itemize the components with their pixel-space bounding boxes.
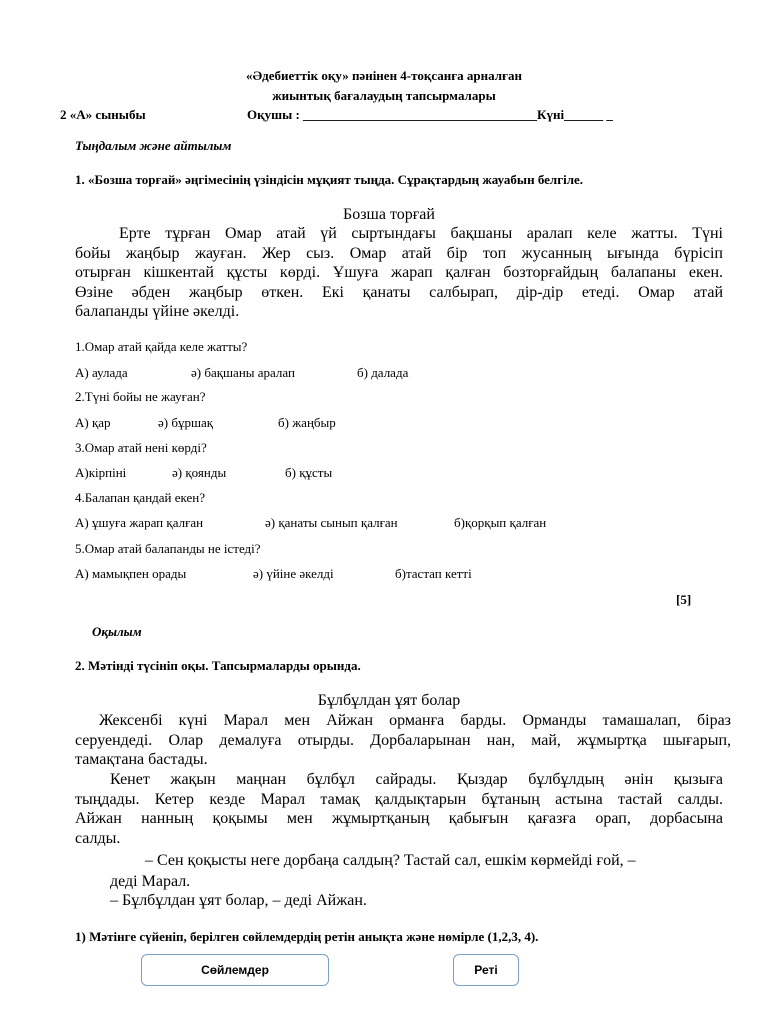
story-line: балапанды үйіне әкелді.	[75, 303, 240, 320]
story-title-bulbul: Бұлбұлдан ұят болар	[317, 692, 461, 709]
story-line: Ерте тұрған Омар атай үй сыртындағы бақшаны аралап келе жатты. Түні	[119, 225, 723, 242]
dialog-line-3: – Бұлбұлдан ұят болар, – деді Айжан.	[110, 892, 367, 909]
q3-option-c[interactable]: б) құсты	[285, 465, 333, 480]
question-1: 1.Омар атай қайда келе жатты?	[75, 339, 248, 354]
document-title-line2: жиынтық бағалаудың тапсырмалары	[272, 88, 496, 103]
subtask-1-instruction: 1) Мәтінге сүйеніп, берілген сөйлемдердің ретін анықта және нөмірле (1,2,3, 4).	[75, 929, 539, 944]
q5-option-c[interactable]: б)тастап кетті	[395, 566, 472, 581]
task-1-instruction: 1. «Бозша торғай» әңгімесінің үзіндісін мұқият тыңда. Сұрақтардың жауабын белгіле.	[75, 172, 584, 187]
dialog-line-2: деді Марал.	[110, 873, 191, 890]
story-line: серуендеді. Олар демалуға отырды. Дорбаларынан нан, май, жұмыртқа шығарып,	[75, 731, 731, 749]
story-title-bozsha-torgai: Бозша торғай	[343, 206, 435, 223]
column-header-order-label: Реті	[474, 963, 498, 977]
q5-option-b[interactable]: ә) үйіне әкелді	[253, 566, 334, 581]
column-header-sentences	[141, 954, 329, 986]
q3-option-b[interactable]: ә) қоянды	[172, 465, 227, 480]
story-line: отырған кішкентай құсты көрді. Ұшуға жарап қалған бозторғайдың балапаны екен.	[75, 264, 723, 281]
q1-option-b[interactable]: ә) бақшаны аралап	[191, 365, 295, 380]
q4-option-c[interactable]: б)қорқып қалған	[454, 515, 547, 530]
q2-option-b[interactable]: ә) бұршақ	[158, 415, 214, 430]
question-4: 4.Балапан қандай екен?	[75, 490, 206, 505]
story-line: Жексенбі күні Марал мен Айжан орманға барды. Орманды тамашалап, біраз	[99, 712, 731, 729]
column-header-sentences-label: Сөйлемдер	[201, 963, 269, 977]
story-line: тыңдады. Кетер кезде Марал тамақ қалдықтарын бұтаның астына тастай салды.	[75, 790, 723, 808]
story-line: бойы жаңбыр жауған. Жер сыз. Омар атай бір топ жусанның ығында бүрісіп	[75, 244, 723, 262]
q1-option-c[interactable]: б) далада	[357, 365, 409, 380]
column-header-order	[453, 954, 519, 986]
story-line: Айжан нанның қоқымы мен жұмыртқаның қабығын қағазға орап, дорбасына	[75, 810, 723, 827]
story-paragraph-2	[75, 770, 723, 848]
question-3: 3.Омар атай нені көрді?	[75, 440, 207, 455]
question-5: 5.Омар атай балапанды не істеді?	[75, 541, 261, 556]
story-line: тамақтана бастады.	[75, 751, 208, 768]
q2-option-c[interactable]: б) жаңбыр	[278, 415, 336, 430]
story-line: Өзіне әбден жаңбыр өткен. Екі қанаты салбырап, дір-дір етеді. Омар атай	[75, 283, 723, 301]
story-text-bozsha-torgai	[75, 224, 723, 322]
q4-option-a[interactable]: А) ұшуға жарап қалған	[75, 515, 204, 530]
section-heading-listening: Тыңдалым және айтылым	[75, 138, 232, 153]
section-heading-reading: Оқылым	[92, 624, 142, 639]
q3-option-a[interactable]: А)кірпіні	[75, 465, 127, 480]
dialog-line-1: – Сен қоқысты неге дорбаңа салдың? Тастай сал, ешкім көрмейді ғой, –	[145, 852, 636, 869]
q1-option-a[interactable]: А) аулада	[75, 365, 128, 380]
q4-option-b[interactable]: ә) қанаты сынып қалған	[265, 515, 398, 530]
score-marker: [5]	[676, 592, 692, 607]
document-title-line1: «Әдебиеттік оқу» пәнінен 4-тоқсанға арналған	[246, 68, 522, 83]
question-2: 2.Түні бойы не жауған?	[75, 389, 206, 404]
student-name-field[interactable]: Оқушы : ____________________________________Күні______ _	[247, 107, 613, 122]
task-2-instruction: 2. Мәтінді түсініп оқы. Тапсырмаларды орында.	[75, 658, 361, 673]
story-paragraph-1	[75, 711, 731, 770]
q5-option-a[interactable]: А) мамықпен орады	[75, 566, 187, 581]
story-line: Кенет жақын маңнан бұлбұл сайрады. Қыздар бұлбұлдың әнін қызыға	[110, 771, 723, 788]
class-label: 2 «А» сыныбы	[60, 107, 146, 122]
q2-option-a[interactable]: А) қар	[75, 415, 111, 430]
story-line: салды.	[75, 829, 121, 847]
